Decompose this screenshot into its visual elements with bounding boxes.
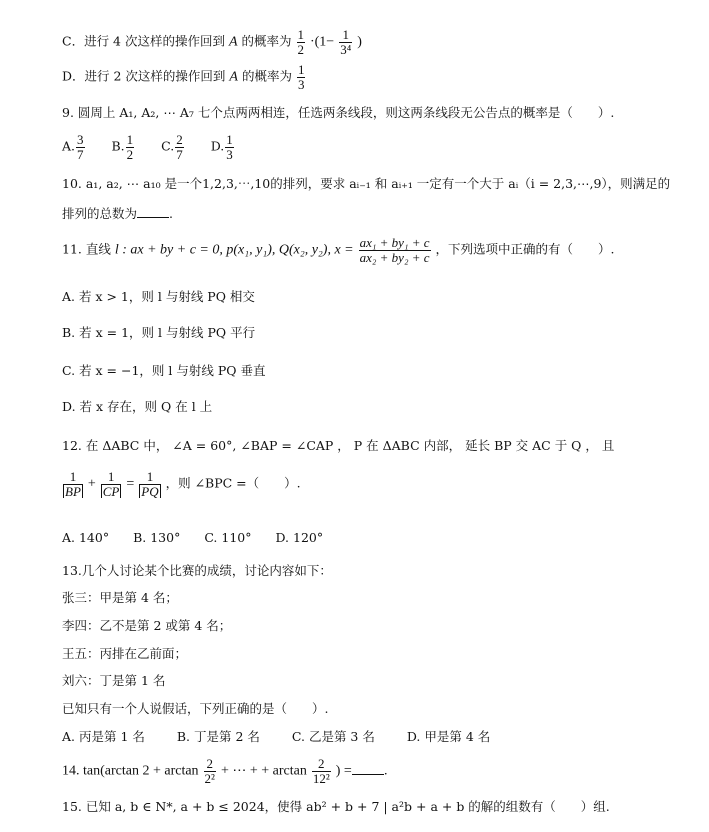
question-11-equation: l : ax + by + c = 0, p(x₁, y₁), Q(x₂, y₂), x = [114,242,354,258]
q9-option-b: B. $\frac{1}{2}$ [111,132,134,162]
answer-blank [352,764,384,775]
option-c-close: ) [357,34,362,50]
q12-option-c: C. 110° [204,530,252,545]
question-9-options [62,133,235,161]
question-12 [62,440,614,453]
question-9-text: 9. 圆周上 A₁, A₂, ⋯ A₇ 七个点两两相连，任选两条线段，则这两条线段无公告点的概率是（ ）. [62,105,615,120]
option-c-text: C．进行 4 次这样的操作回到 [62,33,225,49]
question-9 [62,107,614,120]
option-c-line [62,28,362,56]
question-11-label: 11. 直线 [62,241,111,257]
q13-question: 已知只有一个人说假话，下列正确的是（ ）. [62,701,329,716]
question-14-prefix: 14. tan(arctan 2 + arctan [62,763,199,779]
question-10-cont: 排列的总数为 . [62,206,173,221]
q11-option-b: B. 若 x = 1，则 l 与射线 PQ 平行 [62,325,256,340]
option-c-var: A [228,34,238,50]
answer-blank [137,207,169,218]
fraction-bp: $\frac{1}{BP}$ [65,469,81,499]
option-d-var: A [229,69,238,85]
question-15-text: 15. 已知 a, b ∈ N*, a + b ≤ 2024，使得 ab² + b + 7 | a²b + a + b 的解的组数有（ ）组. [62,799,610,814]
question-13: 13.几个人讨论某个比赛的成绩，讨论内容如下： [62,563,332,578]
question-13-options [62,731,490,744]
question-10-text-cont: 排列的总数为 [62,206,138,221]
q9-option-d: D. $\frac{1}{3}$ [210,132,233,162]
question-12-options [62,532,323,545]
q13-option-a: A. 丙是第 1 名 [62,729,145,744]
question-11-fraction: $\frac{\text{ax₁ + by₁ + c}}{\text{ax₂ + by₂ + c}}$ [359,235,430,265]
q13-statement-zhang: 张三：甲是第 4 名； [62,590,178,605]
question-14-mid: + ⋯ + + arctan [220,763,307,779]
q11-option-c: C. 若 x = −1，则 l 与射线 PQ 垂直 [62,363,266,378]
question-12-suffix: ，则 ∠BPC =（ ）. [165,475,301,491]
q13-statement-li: 李四：乙不是第 2 或第 4 名； [62,618,232,633]
q13-statement-wang: 王五：丙排在乙前面； [62,646,188,661]
question-15 [62,801,610,814]
question-10 [62,178,670,191]
option-d-text: D．进行 2 次这样的操作回到 [62,68,226,84]
fraction-cp: $\frac{1}{CP}$ [102,469,120,499]
option-d-mid: 的概率为 [241,68,292,84]
option-c-mid: 的概率为 [241,33,292,49]
fraction-half: $\frac{1}{2}$ [297,27,304,57]
q12-option-b: B. 130° [133,530,181,545]
question-12-equation: $\frac{1}{BP}$ + $\frac{1}{CP}$ = $\frac{1}{PQ}$ ，则 ∠BPC =（ ）. [65,469,301,499]
option-d-line [62,63,306,91]
q13-option-c: C. 乙是第 3 名 [291,729,375,744]
q12-option-a: A. 140° [62,530,110,545]
q9-option-a: A. $\frac{3}{7}$ [62,132,84,162]
question-11 [62,236,614,264]
q11-option-d: D. 若 x 存在，则 Q 在 l 上 [62,399,213,414]
question-14-suffix: ) = [335,763,352,779]
q11-option-a: A. 若 x > 1，则 l 与射线 PQ 相交 [62,289,255,304]
question-12-text: 12. 在 ΔABC 中， ∠A = 60°, ∠BAP = ∠CAP ， P 在 ΔABC 内部， 延长 BP 交 AC 于 Q ， 且 [62,438,615,453]
fraction-third-power: $\frac{1}{\text{3⁴}}$ [340,27,352,57]
q12-option-d: D. 120° [275,530,324,545]
q9-option-c: C. $\frac{2}{7}$ [161,132,183,162]
q13-option-b: B. 丁是第 2 名 [176,729,260,744]
fraction-2-over-2sq: $\frac{2}{\text{2²}}$ [204,756,215,786]
question-14: 14. tan(arctan 2 + arctan $\frac{2}{\text{2²}}$ + ⋯ + + arctan $\frac{2}{\text{12²}}$ ) = . [62,756,388,786]
question-11-suffix: ，下列选项中正确的有（ ）. [435,241,615,257]
fraction-pq: $\frac{1}{PQ}$ [141,469,159,499]
question-10-text: 10. a₁, a₂, ⋯ a₁₀ 是一个1,2,3,⋯,10的排列，要求 aᵢ₋₁ 和 aᵢ₊₁ 一定有一个大于 aᵢ（i = 2,3,⋯,9），则满足的 [62,176,671,191]
fraction-2-over-12sq: $\frac{2}{\text{12²}}$ [312,756,330,786]
q13-statement-liu: 刘六：丁是第 1 名 [62,673,166,688]
fraction-one-third: $\frac{1}{3}$ [297,62,305,92]
option-c-dot: ·(1− [309,34,335,50]
q13-option-d: D. 甲是第 4 名 [406,729,491,744]
